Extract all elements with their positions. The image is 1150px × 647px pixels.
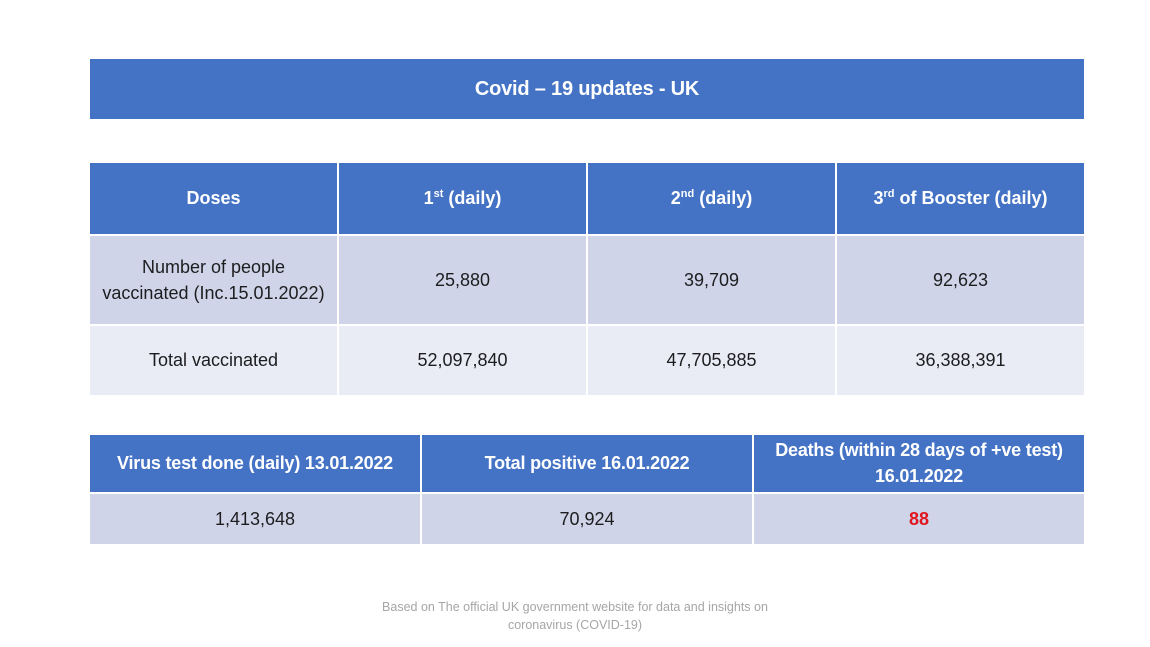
tests-done-value: 1,413,648 (90, 494, 420, 544)
deaths-value: 88 (754, 494, 1084, 544)
summary-table (90, 435, 1084, 544)
total-first-dose-value: 52,097,840 (339, 326, 586, 395)
source-note: Based on The official UK government website for data and insights on coronavirus (COVID-19) (382, 600, 768, 633)
daily-vaccinated-label: Number of people vaccinated (Inc.15.01.2022) (90, 236, 337, 324)
vaccination-header-first-dose: 1st (daily) (339, 163, 586, 234)
source-note-container (0, 598, 1150, 634)
vaccination-table (90, 163, 1084, 395)
daily-booster-value: 92,623 (837, 236, 1084, 324)
vaccination-header-booster-dose: 3rd of Booster (daily) (837, 163, 1084, 234)
title-banner (90, 59, 1084, 119)
total-positive-header: Total positive 16.01.2022 (422, 435, 752, 492)
deaths-header: Deaths (within 28 days of +ve test) 16.01.2022 (754, 435, 1084, 492)
tests-done-header: Virus test done (daily) 13.01.2022 (90, 435, 420, 492)
total-vaccinated-label: Total vaccinated (90, 326, 337, 395)
daily-first-dose-value: 25,880 (339, 236, 586, 324)
total-booster-value: 36,388,391 (837, 326, 1084, 395)
slide-title: Covid – 19 updates - UK (474, 77, 700, 100)
total-second-dose-value: 47,705,885 (588, 326, 835, 395)
total-positive-value: 70,924 (422, 494, 752, 544)
vaccination-header-second-dose: 2nd (daily) (588, 163, 835, 234)
daily-second-dose-value: 39,709 (588, 236, 835, 324)
vaccination-header-doses: Doses (90, 163, 337, 234)
